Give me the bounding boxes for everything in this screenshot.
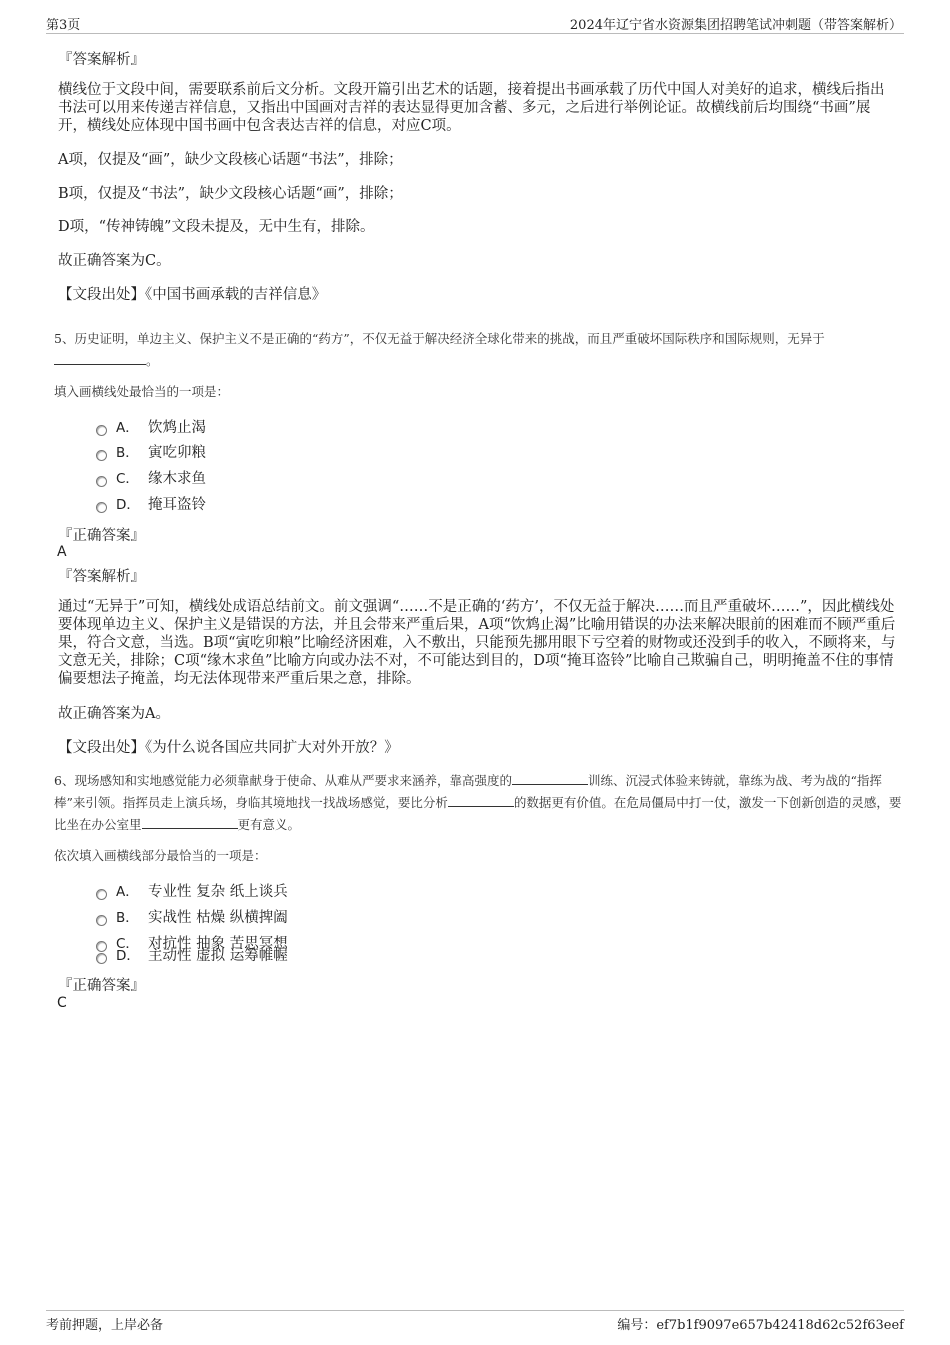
option-text: 实战性 枯燥 纵横捭阖: [148, 910, 288, 926]
option-text: 对抗性 抽象 苦思冥想: [148, 936, 288, 952]
q6-option-d[interactable]: [96, 947, 288, 965]
radio-icon[interactable]: [96, 915, 107, 926]
radio-icon[interactable]: [96, 425, 107, 436]
q6-blank-2: [448, 794, 514, 807]
option-letter: D．: [116, 497, 140, 513]
header-divider: [46, 33, 904, 34]
option-text: 缘木求鱼: [148, 471, 206, 487]
q5-answer: A: [57, 544, 67, 560]
radio-icon[interactable]: [96, 953, 107, 964]
option-text: 饮鸩止渴: [148, 420, 206, 436]
q5-prompt: 填入画横线处最恰当的一项是：: [54, 384, 230, 399]
q5-analysis-label: 『答案解析』: [58, 569, 145, 585]
q4-conclusion: 故正确答案为C。: [58, 253, 171, 269]
footer-divider: [46, 1310, 904, 1311]
q5-stem-text: 5、历史证明，单边主义、保护主义不是正确的“药方”，不仅无益于解决经济全球化带来的挑战，而且严重破坏国际秩序和国际规则，无异于: [54, 331, 825, 346]
option-letter: B．: [116, 445, 139, 461]
option-letter: C．: [116, 936, 139, 952]
option-letter: C．: [116, 471, 139, 487]
q6-prompt: 依次填入画横线部分最恰当的一项是：: [54, 848, 267, 863]
q6-stem-part1: 6、现场感知和实地感觉能力必须靠献身于使命、从难从严要求来涵养，靠高强度的: [54, 773, 512, 788]
q6-blank-1: [512, 772, 588, 785]
radio-icon[interactable]: [96, 502, 107, 513]
q5-answer-label: 『正确答案』: [58, 528, 145, 544]
q5-analysis-text: 通过“无异于”可知，横线处成语总结前文。前文强调“……不是正确的‘药方’，不仅无益于解决……而且严重破坏……”，因此横线处要体现单边主义、保护主义是错误的方法，并且会带来严重后果，A项“饮鸩止渴”比喻用错误的办法来解决眼前的困难而不顾严重后果，符合文意，当选。B项“寅吃卯粮”比喻经济困难，入不敷出，只能预先挪用眼下亏空着的财物或还没到手的收入，不顾将来，与文意无关，排除；C项“缘木求鱼”比喻方向或办法不对，不可能达到目的，D项“掩耳盗铃”比喻自己欺骗自己，明明掩盖不住的事情偏要想法子掩盖，均无法体现带来严重后果之意，排除。: [58, 599, 896, 687]
q6-answer: C: [57, 995, 67, 1011]
radio-icon[interactable]: [96, 476, 107, 487]
q6-stem-part3: 的数据更有价值。在危局僵局中打一仗，激发一下创新创造的灵感，要比坐在办公室里: [54, 795, 902, 832]
q4-analysis-text: 横线位于文段中间，需要联系前后文分析。文段开篇引出艺术的话题，接着提出书画承载了历代中国人对美好的追求，横线后指出书法可以用来传递吉祥信息，又指出中国画对吉祥的表达显得更加含蓄、多元，之后进行举例论证。故横线前后均围绕“书画”展开，横线处应体现中国书画中包含表达吉祥的信息，对应C项。: [58, 82, 885, 134]
q5-stem: [54, 328, 902, 372]
q5-option-b[interactable]: [96, 444, 206, 462]
q6-stem: [54, 770, 902, 836]
q4-option-d-note: D项，“传神铸魄”文段未提及，无中生有，排除。: [58, 219, 375, 235]
option-letter: A．: [116, 884, 139, 900]
q5-stem-end: 。: [146, 353, 159, 368]
q4-option-b-note: B项，仅提及“书法”，缺少文段核心话题“画”，排除；: [58, 186, 403, 202]
q6-option-b[interactable]: [96, 909, 288, 927]
q6-answer-label: 『正确答案』: [58, 978, 145, 994]
q6-option-a[interactable]: [96, 883, 288, 901]
option-text: 掩耳盗铃: [148, 497, 206, 513]
q5-blank: [54, 352, 146, 365]
q4-analysis-label: 『答案解析』: [58, 52, 145, 68]
q5-option-c[interactable]: [96, 470, 206, 488]
option-letter: D．: [116, 948, 140, 964]
option-letter: A．: [116, 420, 139, 436]
q5-option-a[interactable]: [96, 419, 206, 437]
footer-code: 编号：ef7b1f9097e657b42418d62c52f63eef: [617, 1318, 904, 1333]
q5-source: 【文段出处】《为什么说各国应共同扩大对外开放？》: [58, 740, 399, 756]
option-text: 寅吃卯粮: [148, 445, 206, 461]
option-letter: B．: [116, 910, 139, 926]
option-text: 主动性 虚拟 运筹帷幄: [148, 948, 288, 964]
radio-icon[interactable]: [96, 450, 107, 461]
q4-option-a-note: A项，仅提及“画”，缺少文段核心话题“书法”，排除；: [58, 152, 403, 168]
q6-stem-part4: 更有意义。: [237, 817, 301, 832]
q4-source: 【文段出处】《中国书画承载的吉祥信息》: [58, 287, 327, 303]
radio-icon[interactable]: [96, 889, 107, 900]
q6-blank-3: [142, 816, 238, 829]
footer-slogan: 考前押题，上岸必备: [46, 1318, 164, 1333]
q5-option-d[interactable]: [96, 496, 206, 514]
option-text: 专业性 复杂 纸上谈兵: [148, 884, 288, 900]
q6-stem-part2: 训练、沉浸式体验来铸就，靠练为战、考为战的“指挥棒”来引领。指挥员走上演兵场，身临其境地找一找战场感觉，要比分析: [54, 773, 882, 810]
page-number: 第3页: [46, 18, 81, 33]
q5-conclusion: 故正确答案为A。: [58, 706, 170, 722]
document-title: 2024年辽宁省水资源集团招聘笔试冲刺题（带答案解析）: [569, 18, 902, 33]
